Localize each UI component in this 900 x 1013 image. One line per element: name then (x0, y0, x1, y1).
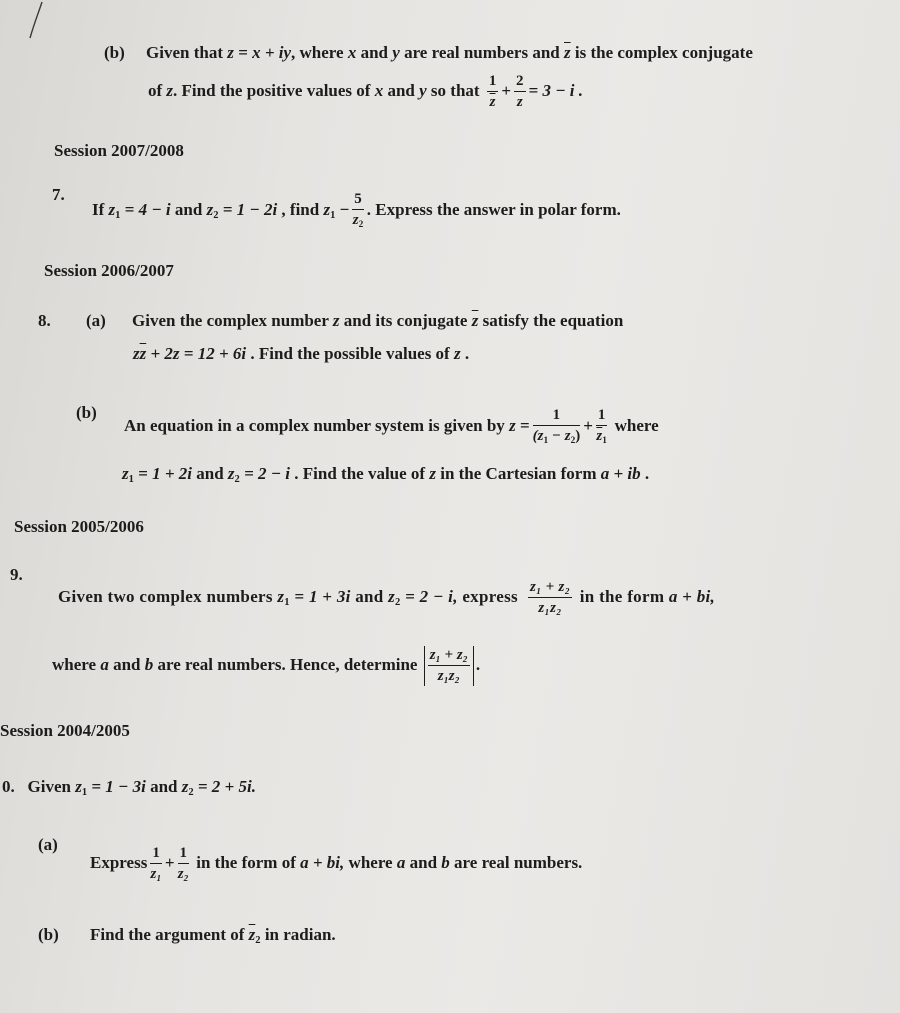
q6b-line2: of z. Find the positive values of x and y so that $\frac{1}{z}$ + $\frac{2}{z}$ = 3 − i . (148, 73, 583, 110)
q10b-label: (b) (38, 925, 59, 944)
q8a-line2: $z\overline{z} + 2z = 12 + 6i$ . Find the possible values of z . (133, 344, 470, 363)
q10a-label: (a) (38, 835, 58, 854)
q7-text: If $z_1 = 4 - i$ and $z_2 = 1 - 2i$ , find $z_1$ − $\frac{5}{z_2}$ . Express the answer in polar form. (92, 191, 621, 230)
q6b-line1: (b) Given that z = x + iy, where x and y are real numbers and $\overline{z}$ is the complex conjugate (104, 43, 753, 62)
session-heading: Session 2007/2008 (54, 141, 184, 160)
q10-line: 0. Given $z_1 = 1 - 3i$ and $z_2 = 2 + 5i$. (2, 777, 256, 799)
q8b-line1: An equation in a complex number system is given by z = $\frac{1}{(z_1 - z_2)}$ + $\frac{1}{\overline{z}_1}$ where (124, 407, 659, 446)
q8b-line2: $z_1 = 1 + 2i$ and $z_2 = 2 - i$ . Find the value of z in the Cartesian form a + ib . (122, 464, 650, 486)
fraction: $\frac{1}{(z_1 - z_2)}$ (532, 407, 581, 446)
modulus-bars: $\frac{\text{z₁ + z₂}}{\text{z₁z₂}}$ (424, 646, 474, 686)
q8b-label: (b) (76, 403, 97, 422)
fraction: $\frac{1}{z}$ (488, 73, 497, 110)
q9-number: 9. (10, 565, 23, 584)
q8a-line1: Given the complex number z and its conjugate $\overline{z}$ satisfy the equation (132, 311, 624, 330)
fraction: $\frac{1}{\text{z₁}}$ (150, 845, 162, 882)
q6b-label: (b) (104, 43, 125, 62)
session-heading: Session 2006/2007 (44, 261, 174, 280)
q7-number: 7. (52, 185, 65, 204)
fraction: $\frac{1}{\overline{z}_1}$ (596, 407, 607, 446)
pen-mark-icon (26, 0, 46, 40)
fraction: $\frac{\text{z₁ + z₂}}{\text{z₁z₂}}$ (529, 579, 571, 616)
fraction: $\frac{5}{z_2}$ (352, 191, 364, 230)
q9-line2: where a and b are real numbers. Hence, determine $\frac{\text{z₁ + z₂}}{\text{z₁z₂}}$ . (52, 647, 481, 684)
fraction: $\frac{2}{z}$ (516, 73, 524, 110)
session-heading: Session 2004/2005 (0, 721, 130, 740)
q10a-text: Express $\frac{1}{\text{z₁}}$ + $\frac{1}{\text{z₂}}$ in the form of a + bi, where a and b are real numbers. (90, 845, 583, 882)
session-heading: Session 2005/2006 (14, 517, 144, 536)
fraction: $\frac{1}{\text{z₂}}$ (177, 845, 189, 882)
q8-number: 8. (38, 311, 51, 330)
q10b-text: Find the argument of $\overline{z}_2$ in radian. (90, 925, 336, 947)
q9-line1: Given two complex numbers $z_1 = 1 + 3i$ and $z_2 = 2 - i$, express $\frac{\text{z₁ + z₂}}{\text{z₁z₂}}$ in the form a + bi, (58, 579, 716, 616)
q8a-label: (a) (86, 311, 106, 330)
